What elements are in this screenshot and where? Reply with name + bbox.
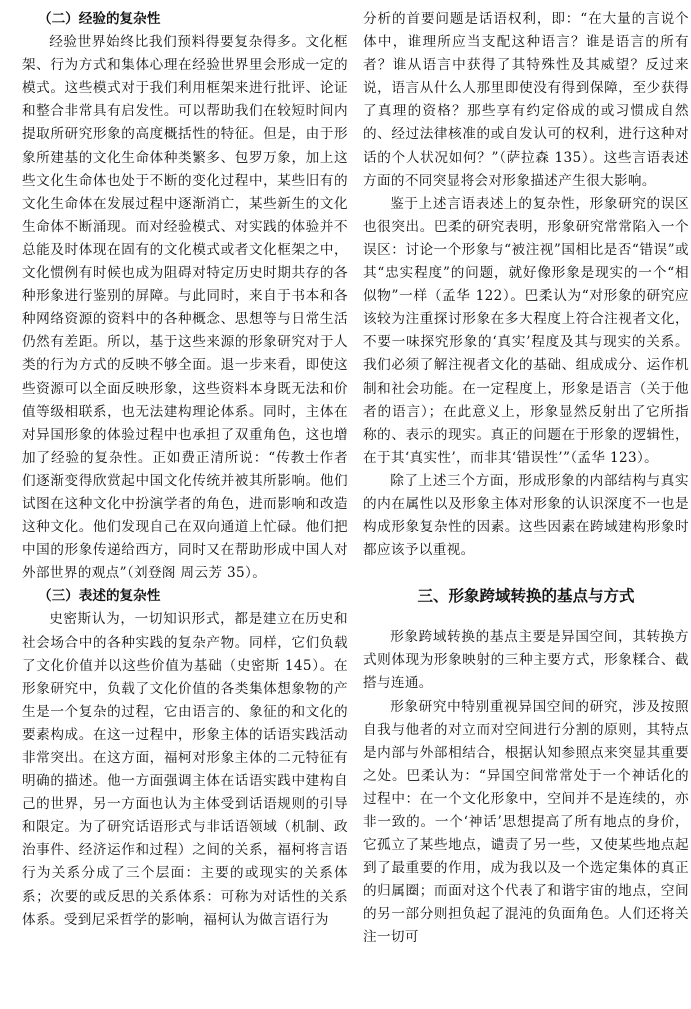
- paragraph-other-factors: 除了上述三个方面，形成形象的内部结构与真实的内在属性以及形象主体对形象的认识深度不一也是构成形象复杂性的因素。这些因素在跨域建构形象时都应该予以重视。: [363, 472, 689, 559]
- paragraph-discourse-right: 分析的首要问题是话语权利，即：“在大量的言说个体中，谁理所应当支配这种语言？谁是语言的所有者？谁从语言中获得了其特殊性及其威望？反过来说，语言从什么人那里即使没有得到保障，至少获得了真理的资格？那些享有约定俗成的或习惯成自然的、经过法律核准的或自发认可的权利，进行这种对话的个人状况如何？”（萨拉森 135）。这些言语表述方面的不同突显将会对形象描述产生很大影响。: [363, 11, 689, 189]
- right-column: [363, 8, 689, 950]
- left-column: [22, 8, 348, 932]
- subsection-heading-expression: （三）表述的复杂性: [38, 588, 161, 605]
- paragraph-foreign-space: 形象研究中特别重视异国空间的研究，涉及按照自我与他者的对立而对空间进行分割的原则，其特点是内部与外部相结合，根据认知参照点来突显其重要之处。巴柔认为：“异国空间常常处于一个神话化的过程中：在一个文化形象中，空间并不是连续的，亦非一致的。一个‘神话’思想提高了所有地点的身价，它孤立了某些地点，谴责了另一些，又使某些地点起到了最重要的作用，成为我以及一个选定集体的真正的归属圈；而面对这个代表了和谐宇宙的地点，空间的另一部分则担负起了混沌的负面角色。人们还将关注一切可: [363, 698, 689, 946]
- paragraph-transfer-basis: 形象跨域转换的基点主要是异国空间，其转换方式则体现为形象映射的三种主要方式，形象糅合、截搭与连通。: [363, 629, 689, 692]
- subsection-heading-experience: （二）经验的复杂性: [38, 11, 161, 27]
- paragraph-misconception: 鉴于上述言语表述上的复杂性，形象研究的误区也很突出。巴柔的研究表明，形象研究常常陷入一个误区：讨论一个形象与“被注视”国相比是否“错误”或其“忠实程度”的问题，就好像形象是现实的一个“相似物”一样（孟华 122）。巴柔认为“对形象的研究应该较为注重探讨形象在多大程度上符合注视者文化，不要一味探究形象的‘真实’程度及其与现实的关系。我们必须了解注视者文化的基础、组成成分、运作机制和社会功能。在一定程度上，形象是语言（关于他者的语言）；在此意义上，形象显然反射出了它所指称的、表示的现实。真正的问题在于形象的逻辑性，在于其‘真实性’，而非其‘错误性’”（孟华 123）。: [363, 195, 689, 466]
- section-heading-transfer: 三、形象跨域转换的基点与方式: [417, 587, 635, 606]
- paragraph-expression: 史密斯认为，一切知识形式，都是建立在历史和社会场合中的各种实践的复杂产物。同样，它们负载了文化价值并以这些价值为基础（史密斯 145）。在形象研究中，负载了文化价值的各类集体想象物的产生是一个复杂的过程，它由语言的、象征的和文化的要素构成。在这一过程中，形象主体的话语实践活动非常突出。在这方面，福柯对形象主体的二元特征有明确的描述。他一方面强调主体在话语实践中建构自己的世界，另一方面也认为主体受到话语规则的引导和限定。为了研究话语形式与非话语领域（机制、政治事件、经济运作和过程）之间的关系，福柯将言语行为关系分成了三个层面：主要的或现实的关系体系；次要的或反思的关系体系：可称为对话性的关系体系。受到尼采哲学的影响，福柯认为做言语行为: [22, 611, 348, 928]
- paragraph-experience: 经验世界始终比我们预料得要复杂得多。文化框架、行为方式和集体心理在经验世界里会形成一定的模式。这些模式对于我们利用框架来进行批评、论证和整合非常具有启发性。可以帮助我们在较短时间内提取所研究形象的高度概括性的特征。但是，由于形象所建基的文化生命体种类繁多、包罗万象，加上这些文化生命体也处于不断的变化过程中，某些旧有的文化生命体在发展过程中逐渐消亡，某些新生的文化生命体不断涌现。而对经验模式、对实践的体验并不总能及时体现在固有的文化模式或者文化框架之中，文化惯例有时候也成为阻碍对特定历史时期共存的各种形象进行鉴别的屏障。与此同时，来自于书本和各种网络资源的资料中的各种概念、思想等与日常生活仍然有差距。所以，基于这些来源的形象研究对于人类的行为方式的反映不够全面。退一步来看，即使这些资源可以全面反映形象，这些资料本身既无法和价值等级相联系，也无法建构理论体系。同时，主体在对异国形象的体验过程中也承担了双重角色，这也增加了经验的复杂性。正如费正清所说：“传教士作者们逐渐变得欣赏起中国文化传统并被其所影响。他们试图在这种文化中扮演学者的角色，进而影响和改造这种文化。他们发现自己在双向通道上忙碌。他们把中国的形象传递给西方，同时又在帮助形成中国人对外部世界的观点”（刘登阁 周云芳 35）。: [22, 34, 348, 582]
